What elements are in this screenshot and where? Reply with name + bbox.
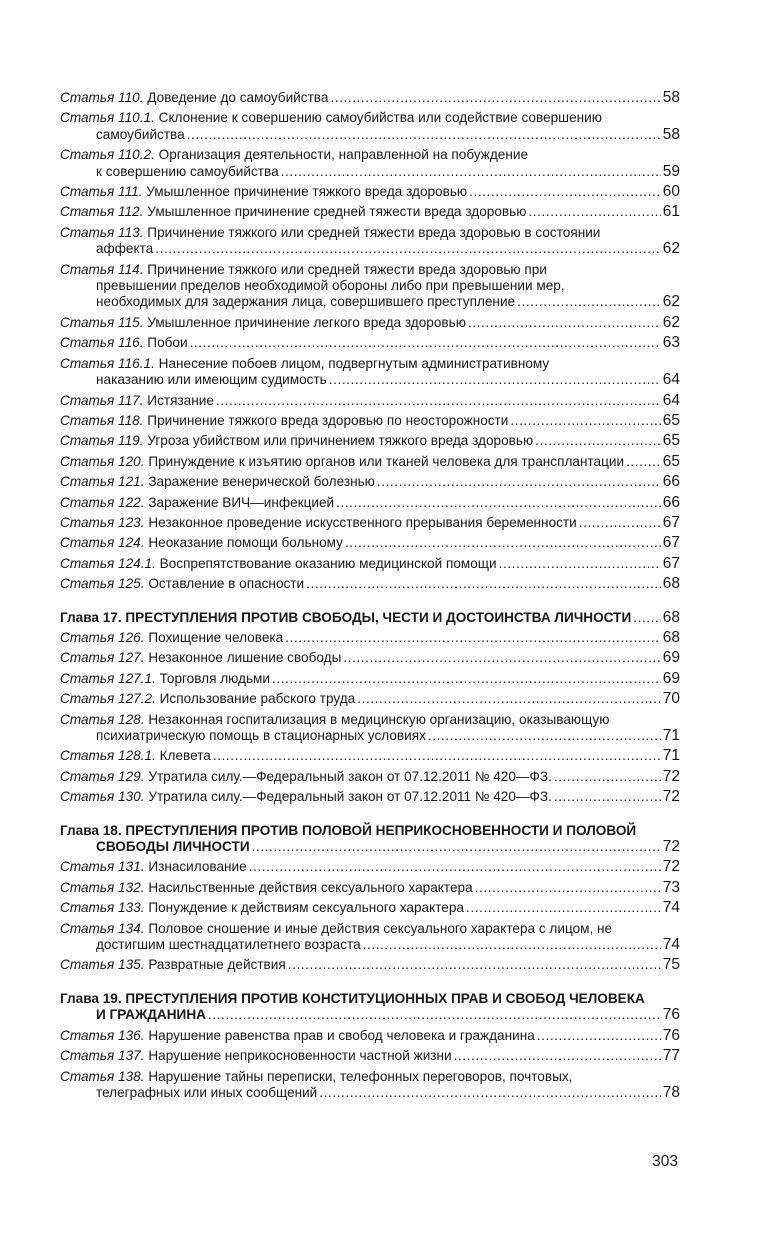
toc-line [60, 225, 680, 241]
toc-article [60, 515, 680, 531]
entry-title: Нарушение неприкосновенности частной жизни [148, 1048, 452, 1064]
toc-line [60, 147, 680, 163]
entry-title: Склонение к совершению самоубийства или содействие совершению [158, 110, 602, 126]
entry-title: Понуждение к действиям сексуального характера [148, 900, 464, 916]
toc-line [60, 1028, 680, 1044]
toc-article [60, 147, 680, 180]
article-label: Статья 128.1. [60, 748, 156, 764]
dot-leader [208, 1007, 661, 1023]
dot-leader [336, 495, 661, 511]
page-ref: 64 [662, 371, 680, 389]
page-ref: 69 [662, 649, 680, 667]
dot-leader [343, 650, 660, 666]
toc-line [60, 515, 680, 531]
article-label: Статья 123. [60, 514, 145, 530]
entry-title: Нарушение равенства прав и свобод человека и гражданина [148, 1027, 535, 1043]
entry-title: самоубийства [96, 126, 185, 142]
page-ref: 74 [662, 899, 680, 917]
toc-article [60, 393, 680, 409]
entry-title: Похищение человека [148, 629, 284, 645]
toc-line [60, 671, 680, 687]
article-label: Статья 128. [60, 711, 145, 727]
entry-title: Утратила силу.—Федеральный закон от 07.12.2011 № 420—ФЗ. [148, 789, 552, 805]
dot-leader [554, 769, 661, 785]
toc-line [60, 921, 680, 937]
article-label: Статья 120. [60, 453, 145, 469]
toc-line [60, 712, 680, 728]
toc-article [60, 769, 680, 785]
toc-line [60, 937, 680, 953]
entry-title: Использование рабского труда [159, 691, 356, 707]
toc-article [60, 748, 680, 764]
toc-line [60, 90, 680, 106]
toc-line [60, 1048, 680, 1064]
toc-line [60, 900, 680, 916]
toc-article [60, 921, 680, 954]
toc-article [60, 957, 680, 973]
entry-title: аффекта [96, 241, 154, 257]
toc-article [60, 789, 680, 805]
page-ref: 77 [662, 1047, 680, 1065]
dot-leader [468, 315, 661, 331]
article-label: Статья 115. [60, 314, 144, 330]
toc-line [60, 769, 680, 785]
page-ref: 58 [662, 125, 680, 143]
article-label: Статья 124. [60, 535, 145, 551]
page-ref: 67 [662, 534, 680, 552]
dot-leader [363, 937, 661, 953]
toc-line [60, 880, 680, 896]
toc-line [60, 576, 680, 592]
article-label: Статья 117. [60, 392, 144, 408]
article-label: Статья 116. [60, 335, 144, 351]
toc-chapter [60, 610, 680, 626]
page-ref: 67 [662, 513, 680, 531]
article-label: Статья 132. [60, 879, 145, 895]
page-ref: 74 [662, 936, 680, 954]
entry-title: И ГРАЖДАНИНА [96, 1007, 206, 1023]
dot-leader [187, 127, 661, 143]
toc-line [60, 1007, 680, 1023]
page-ref: 61 [662, 203, 680, 221]
toc-line [60, 839, 680, 855]
toc-line [60, 204, 680, 220]
entry-title: телеграфных или иных сообщений [96, 1084, 318, 1100]
entry-title: Заражение ВИЧ—инфекцией [148, 494, 335, 510]
entry-title: Угроза убийством или причинением тяжкого вреда здоровью [147, 433, 534, 449]
toc-line [60, 991, 680, 1007]
toc-line [60, 184, 680, 200]
page-ref: 68 [662, 628, 680, 646]
page-ref: 60 [662, 183, 680, 201]
entry-title: Неоказание помощи больному [148, 535, 343, 551]
entry-title: Изнасилование [148, 859, 247, 875]
toc-article [60, 315, 680, 331]
toc-article [60, 184, 680, 200]
entry-title: Заражение венерической болезнью [148, 474, 375, 490]
entry-title: Незаконное проведение искусственного прерывания беременности [148, 514, 577, 530]
article-label: Статья 119. [60, 433, 144, 449]
article-label: Статья 137. [60, 1048, 145, 1064]
page-ref: 76 [662, 1006, 680, 1024]
page-ref: 64 [662, 391, 680, 409]
dot-leader [190, 335, 661, 351]
article-label: Статья 113. [60, 224, 144, 240]
entry-title: Причинение тяжкого или средней тяжести вреда здоровью при [147, 261, 547, 277]
toc-article [60, 474, 680, 490]
article-label: Статья 122. [60, 494, 145, 510]
entry-title: Глава 18. ПРЕСТУПЛЕНИЯ ПРОТИВ ПОЛОВОЙ НЕПРИКОСНОВЕННОСТИ И ПОЛОВОЙ [60, 822, 637, 838]
page-ref: 66 [662, 493, 680, 511]
page-ref: 72 [662, 858, 680, 876]
page-ref: 72 [662, 838, 680, 856]
toc-line [60, 413, 680, 429]
article-label: Статья 135. [60, 957, 145, 973]
entry-title: Незаконная госпитализация в медицинскую организацию, оказывающую [148, 711, 610, 727]
dot-leader [510, 413, 660, 429]
dot-leader [466, 900, 661, 916]
toc-line [60, 315, 680, 331]
article-label: Статья 129. [60, 768, 145, 784]
toc-line [60, 241, 680, 257]
article-label: Статья 138. [60, 1068, 145, 1084]
toc-line [60, 433, 680, 449]
entry-title: Развратные действия [148, 957, 286, 973]
entry-title: Принуждение к изъятию органов или тканей человека для трансплантации [148, 453, 625, 469]
dot-leader [329, 372, 661, 388]
article-label: Статья 118. [60, 412, 144, 428]
dot-leader [517, 294, 661, 310]
dot-leader [357, 691, 661, 707]
page-ref: 78 [662, 1083, 680, 1101]
page-ref: 76 [662, 1026, 680, 1044]
entry-title: Половое сношение и иные действия сексуального характера с лицом, не [148, 920, 613, 936]
page-ref: 68 [662, 608, 680, 626]
toc-line [60, 789, 680, 805]
toc-article [60, 650, 680, 666]
page-ref: 68 [662, 575, 680, 593]
dot-leader [216, 393, 661, 409]
article-label: Статья 110.2. [60, 147, 155, 163]
toc-article [60, 262, 680, 311]
toc-article [60, 671, 680, 687]
toc-line [60, 556, 680, 572]
toc-article [60, 90, 680, 106]
page-ref: 71 [662, 727, 680, 744]
toc-line [60, 535, 680, 551]
toc-line [60, 454, 680, 470]
entry-title: Утратила силу.—Федеральный закон от 07.12.2011 № 420—ФЗ. [148, 768, 552, 784]
article-label: Статья 114. [60, 261, 144, 277]
entry-title: Торговля людьми [159, 670, 270, 686]
page-ref: 73 [662, 878, 680, 896]
toc-chapter [60, 991, 680, 1024]
toc-line [60, 474, 680, 490]
dot-leader [499, 556, 661, 572]
toc-line [60, 728, 680, 744]
dot-leader [252, 839, 661, 855]
entry-title: Умышленное причинение легкого вреда здоровью [147, 314, 466, 330]
page-ref: 75 [662, 956, 680, 974]
page-ref: 71 [662, 747, 680, 765]
article-label: Статья 131. [60, 859, 145, 875]
toc-article [60, 225, 680, 258]
entry-title: Побои [147, 335, 188, 351]
dot-leader [633, 610, 661, 626]
toc-article [60, 433, 680, 449]
page-ref: 70 [662, 690, 680, 708]
dot-leader [475, 880, 661, 896]
toc-line [60, 372, 680, 388]
article-label: Статья 130. [60, 789, 145, 805]
toc-article [60, 356, 680, 389]
dot-leader [288, 957, 661, 973]
toc-article [60, 335, 680, 351]
toc-article [60, 576, 680, 592]
entry-title: Причинение тяжкого или средней тяжести вреда здоровью в состоянии [147, 224, 601, 240]
toc-line [60, 393, 680, 409]
toc-article [60, 630, 680, 646]
toc-article [60, 1048, 680, 1064]
page-ref: 65 [662, 432, 680, 450]
entry-title: Насильственные действия сексуального характера [148, 879, 473, 895]
entry-title: наказанию или имеющим судимость [96, 372, 327, 388]
toc-article [60, 110, 680, 143]
page-ref: 69 [662, 669, 680, 687]
entry-title: СВОБОДЫ ЛИЧНОСТИ [96, 839, 250, 855]
entry-title: Организация деятельности, направленной на побуждение [158, 147, 529, 163]
toc-line [60, 748, 680, 764]
toc-line [60, 294, 680, 310]
toc-line [60, 610, 680, 626]
dot-leader [345, 535, 661, 551]
toc-line [60, 495, 680, 511]
toc-line [60, 691, 680, 707]
entry-title: Воспрепятствование оказанию медицинской помощи [159, 555, 497, 571]
page-number: 303 [652, 1153, 678, 1170]
toc-line [60, 650, 680, 666]
dot-leader [428, 728, 661, 744]
entry-title: Умышленное причинение средней тяжести вреда здоровью [147, 204, 527, 220]
dot-leader [306, 576, 661, 592]
page-ref: 62 [662, 240, 680, 258]
toc-line [60, 127, 680, 143]
dot-leader [535, 433, 661, 449]
toc-article [60, 556, 680, 572]
page-ref: 66 [662, 473, 680, 491]
toc-article [60, 1069, 680, 1102]
article-label: Статья 110. [60, 90, 144, 105]
toc-article [60, 880, 680, 896]
dot-leader [528, 204, 660, 220]
toc-article [60, 859, 680, 875]
dot-leader [272, 671, 661, 687]
article-label: Статья 112. [60, 204, 144, 220]
article-label: Статья 121. [60, 474, 145, 490]
toc-article [60, 454, 680, 470]
entry-title: Незаконное лишение свободы [148, 650, 342, 666]
dot-leader [281, 164, 661, 180]
page-ref: 65 [662, 452, 680, 470]
page-ref: 72 [662, 767, 680, 785]
toc-article [60, 413, 680, 429]
toc-article [60, 535, 680, 551]
article-label: Статья 124.1. [60, 555, 156, 571]
dot-leader [249, 859, 661, 875]
article-label: Статья 116.1. [60, 355, 155, 371]
toc-line [60, 356, 680, 372]
entry-title: Глава 19. ПРЕСТУПЛЕНИЯ ПРОТИВ КОНСТИТУЦИОННЫХ ПРАВ И СВОБОД ЧЕЛОВЕКА [60, 990, 645, 1006]
article-label: Статья 110.1. [60, 110, 155, 126]
toc-line [60, 1069, 680, 1085]
dot-leader [554, 789, 661, 805]
page-ref: 62 [662, 313, 680, 331]
dot-leader [319, 1085, 660, 1101]
toc-article [60, 900, 680, 916]
toc-article [60, 691, 680, 707]
dot-leader [213, 748, 661, 764]
page-ref: 59 [662, 162, 680, 180]
dot-leader [454, 1048, 661, 1064]
article-label: Статья 126. [60, 629, 145, 645]
article-label: Статья 127. [60, 650, 145, 666]
dot-leader [626, 454, 661, 470]
page-ref: 72 [662, 788, 680, 806]
page-ref: 63 [662, 334, 680, 352]
entry-title: психиатрическую помощь в стационарных условиях [96, 728, 426, 743]
toc-line [60, 1085, 680, 1101]
page-ref: 67 [662, 554, 680, 572]
dot-leader [155, 241, 661, 257]
toc-line [60, 110, 680, 126]
dot-leader [285, 630, 661, 646]
entry-title: к совершению самоубийства [96, 163, 279, 179]
entry-title: Истязание [147, 392, 214, 408]
toc-line [60, 164, 680, 180]
toc-article [60, 1028, 680, 1044]
entry-title: Глава 17. ПРЕСТУПЛЕНИЯ ПРОТИВ СВОБОДЫ, ЧЕСТИ И ДОСТОИНСТВА ЛИЧНОСТИ [60, 609, 632, 625]
page-ref: 62 [662, 293, 680, 311]
entry-title: Нанесение побоев лицом, подвергнутым административному [158, 355, 550, 371]
table-of-contents [60, 86, 680, 1101]
dot-leader [537, 1028, 661, 1044]
toc-line [60, 335, 680, 351]
article-label: Статья 136. [60, 1027, 145, 1043]
toc-line [60, 630, 680, 646]
entry-title: достигшим шестнадцатилетнего возраста [96, 937, 361, 953]
dot-leader [377, 474, 661, 490]
toc-article [60, 712, 680, 745]
article-label: Статья 134. [60, 920, 145, 936]
entry-title: необходимых для задержания лица, совершившего преступление [96, 294, 516, 310]
entry-title: Умышленное причинение тяжкого вреда здоровью [146, 184, 468, 200]
toc-chapter [60, 823, 680, 856]
entry-title: Клевета [159, 748, 211, 764]
toc-line [60, 957, 680, 973]
entry-title: Нарушение тайны переписки, телефонных переговоров, почтовых, [148, 1068, 573, 1084]
entry-title: превышении пределов необходимой обороны либо при превышении мер, [96, 278, 565, 294]
toc-article [60, 495, 680, 511]
dot-leader [330, 90, 660, 106]
dot-leader [469, 184, 661, 200]
article-label: Статья 111. [60, 184, 143, 200]
entry-title: Доведение до самоубийства [147, 90, 329, 105]
entry-title: Причинение тяжкого вреда здоровью по неосторожности [147, 412, 509, 428]
page-ref: 58 [662, 89, 680, 106]
toc-article [60, 204, 680, 220]
page-ref: 65 [662, 411, 680, 429]
article-label: Статья 133. [60, 900, 145, 916]
article-label: Статья 127.2. [60, 691, 156, 707]
toc-line [60, 278, 680, 294]
toc-line [60, 262, 680, 278]
toc-line [60, 823, 680, 839]
dot-leader [579, 515, 661, 531]
article-label: Статья 125. [60, 576, 145, 592]
article-label: Статья 127.1. [60, 670, 156, 686]
entry-title: Оставление в опасности [148, 576, 305, 592]
toc-line [60, 859, 680, 875]
